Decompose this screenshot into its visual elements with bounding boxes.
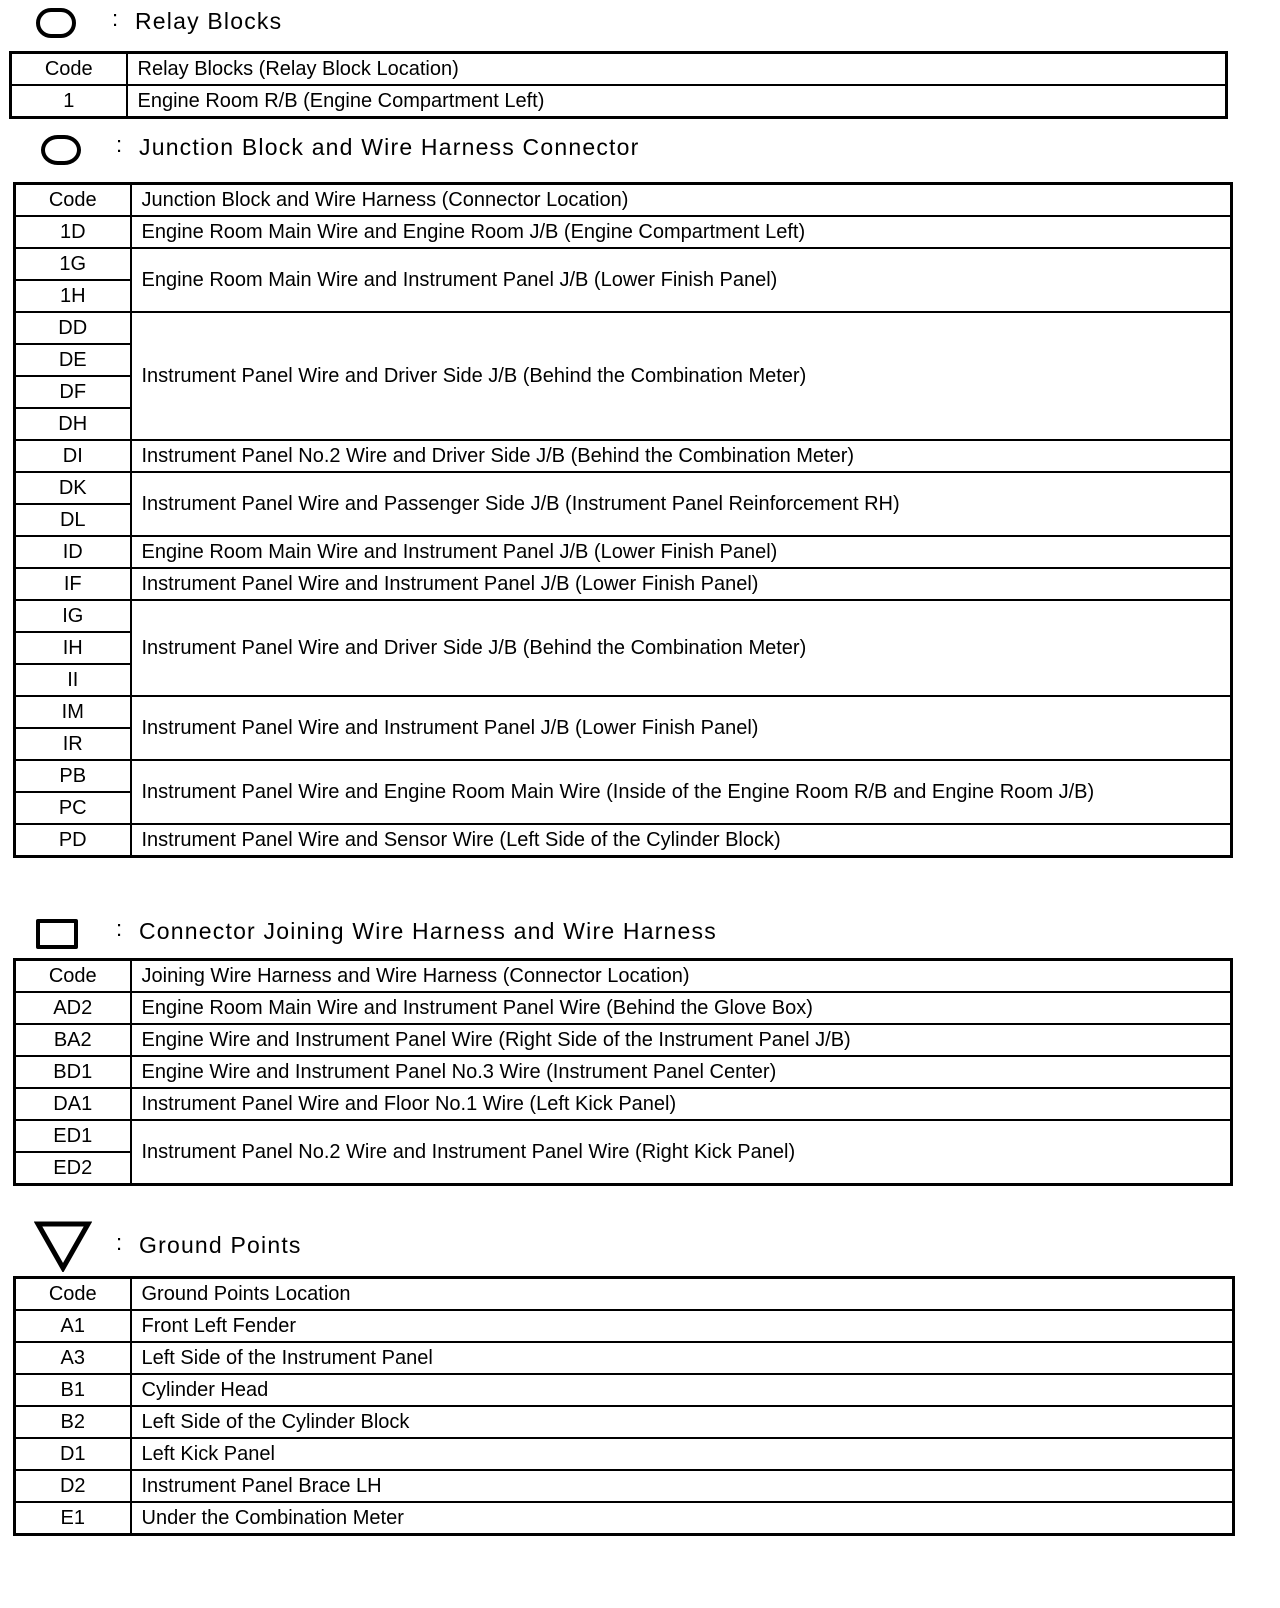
location-header: Ground Points Location — [131, 1278, 1234, 1311]
table-row — [15, 1502, 1234, 1535]
heading-colon: : — [116, 1230, 123, 1255]
code-cell: IH — [15, 632, 131, 664]
table-row — [15, 600, 1232, 632]
code-cell: AD2 — [15, 992, 131, 1024]
table-row — [15, 536, 1232, 568]
junction-block-symbol-icon — [41, 135, 81, 165]
code-cell: ID — [15, 536, 131, 568]
location-cell: Left Kick Panel — [131, 1438, 1234, 1470]
heading-colon: : — [116, 132, 123, 157]
section-title: Relay Blocks — [135, 8, 283, 34]
location-cell: Under the Combination Meter — [131, 1502, 1234, 1535]
table-row — [15, 1374, 1234, 1406]
location-cell: Instrument Panel No.2 Wire and Driver Side J/B (Behind the Combination Meter) — [131, 440, 1232, 472]
location-cell: Instrument Panel Wire and Engine Room Main Wire (Inside of the Engine Room R/B and Engine Room J/B) — [131, 760, 1232, 824]
location-cell: Instrument Panel Wire and Floor No.1 Wire (Left Kick Panel) — [131, 1088, 1232, 1120]
code-header: Code — [15, 960, 131, 993]
code-cell: DK — [15, 472, 131, 504]
table-row — [15, 1056, 1232, 1088]
table-row — [15, 1438, 1234, 1470]
heading-colon: : — [112, 6, 119, 31]
junction-block-table — [13, 182, 1233, 858]
table-row — [15, 248, 1232, 280]
location-cell: Left Side of the Instrument Panel — [131, 1342, 1234, 1374]
code-cell: PC — [15, 792, 131, 824]
code-cell: D2 — [15, 1470, 131, 1502]
location-cell: Instrument Panel Wire and Passenger Side J/B (Instrument Panel Reinforcement RH) — [131, 472, 1232, 536]
code-cell: 1 — [11, 85, 127, 118]
relay-block-symbol-icon — [36, 8, 76, 38]
code-cell: ED2 — [15, 1152, 131, 1185]
relay-blocks-heading — [0, 2, 1280, 42]
location-cell: Engine Room R/B (Engine Compartment Left) — [127, 85, 1227, 118]
location-header: Relay Blocks (Relay Block Location) — [127, 53, 1227, 86]
table-row — [15, 472, 1232, 504]
table-row — [15, 216, 1232, 248]
code-cell: PD — [15, 824, 131, 857]
code-cell: DF — [15, 376, 131, 408]
code-cell: IG — [15, 600, 131, 632]
code-cell: II — [15, 664, 131, 696]
location-cell: Engine Room Main Wire and Engine Room J/B (Engine Compartment Left) — [131, 216, 1232, 248]
code-cell: BD1 — [15, 1056, 131, 1088]
code-cell: B1 — [15, 1374, 131, 1406]
code-cell: DI — [15, 440, 131, 472]
location-cell: Left Side of the Cylinder Block — [131, 1406, 1234, 1438]
ground-points-heading — [0, 1220, 1280, 1260]
code-cell: A1 — [15, 1310, 131, 1342]
location-cell: Cylinder Head — [131, 1374, 1234, 1406]
table-header-row — [15, 1278, 1234, 1311]
junction-block-heading — [0, 128, 1280, 168]
location-cell: Instrument Panel Wire and Driver Side J/B (Behind the Combination Meter) — [131, 312, 1232, 440]
code-header: Code — [11, 53, 127, 86]
code-cell: D1 — [15, 1438, 131, 1470]
table-row — [15, 312, 1232, 344]
code-cell: DA1 — [15, 1088, 131, 1120]
location-cell: Instrument Panel Wire and Sensor Wire (Left Side of the Cylinder Block) — [131, 824, 1232, 857]
table-row — [15, 824, 1232, 857]
code-cell: B2 — [15, 1406, 131, 1438]
table-row — [15, 1342, 1234, 1374]
location-cell: Engine Wire and Instrument Panel No.3 Wire (Instrument Panel Center) — [131, 1056, 1232, 1088]
table-row — [15, 1024, 1232, 1056]
location-cell: Engine Wire and Instrument Panel Wire (Right Side of the Instrument Panel J/B) — [131, 1024, 1232, 1056]
code-cell: IR — [15, 728, 131, 760]
location-cell: Instrument Panel Wire and Driver Side J/B (Behind the Combination Meter) — [131, 600, 1232, 696]
section-title: Ground Points — [139, 1232, 302, 1258]
table-header-row — [15, 184, 1232, 217]
location-cell: Instrument Panel Brace LH — [131, 1470, 1234, 1502]
location-cell: Engine Room Main Wire and Instrument Panel J/B (Lower Finish Panel) — [131, 536, 1232, 568]
table-row — [15, 1088, 1232, 1120]
code-cell: DH — [15, 408, 131, 440]
table-row — [15, 1120, 1232, 1152]
location-cell: Engine Room Main Wire and Instrument Panel J/B (Lower Finish Panel) — [131, 248, 1232, 312]
code-cell: IM — [15, 696, 131, 728]
joining-connector-symbol-icon — [36, 919, 78, 949]
table-row — [11, 85, 1227, 118]
table-header-row — [15, 960, 1232, 993]
code-cell: 1D — [15, 216, 131, 248]
joining-connector-table — [13, 958, 1233, 1186]
code-cell: A3 — [15, 1342, 131, 1374]
table-row — [15, 696, 1232, 728]
location-cell: Instrument Panel Wire and Instrument Panel J/B (Lower Finish Panel) — [131, 696, 1232, 760]
section-title: Junction Block and Wire Harness Connector — [139, 134, 640, 160]
table-row — [15, 1470, 1234, 1502]
location-cell: Engine Room Main Wire and Instrument Panel Wire (Behind the Glove Box) — [131, 992, 1232, 1024]
location-cell: Instrument Panel No.2 Wire and Instrument Panel Wire (Right Kick Panel) — [131, 1120, 1232, 1185]
table-row — [15, 992, 1232, 1024]
location-header: Joining Wire Harness and Wire Harness (Connector Location) — [131, 960, 1232, 993]
code-cell: DE — [15, 344, 131, 376]
joining-connector-heading — [0, 912, 1280, 952]
relay-blocks-table — [9, 51, 1228, 119]
code-cell: E1 — [15, 1502, 131, 1535]
code-cell: DL — [15, 504, 131, 536]
code-cell: DD — [15, 312, 131, 344]
location-cell: Instrument Panel Wire and Instrument Panel J/B (Lower Finish Panel) — [131, 568, 1232, 600]
code-cell: IF — [15, 568, 131, 600]
code-cell: ED1 — [15, 1120, 131, 1152]
ground-point-triangle-icon — [34, 1220, 92, 1272]
code-header: Code — [15, 1278, 131, 1311]
code-header: Code — [15, 184, 131, 217]
heading-colon: : — [116, 916, 123, 941]
table-row — [15, 440, 1232, 472]
location-header: Junction Block and Wire Harness (Connector Location) — [131, 184, 1232, 217]
code-cell: PB — [15, 760, 131, 792]
section-title: Connector Joining Wire Harness and Wire Harness — [139, 918, 717, 944]
table-row — [15, 568, 1232, 600]
code-cell: 1H — [15, 280, 131, 312]
code-cell: 1G — [15, 248, 131, 280]
table-row — [15, 1406, 1234, 1438]
table-row — [15, 760, 1232, 792]
ground-points-table — [13, 1276, 1235, 1536]
table-row — [15, 1310, 1234, 1342]
code-cell: BA2 — [15, 1024, 131, 1056]
table-header-row — [11, 53, 1227, 86]
location-cell: Front Left Fender — [131, 1310, 1234, 1342]
